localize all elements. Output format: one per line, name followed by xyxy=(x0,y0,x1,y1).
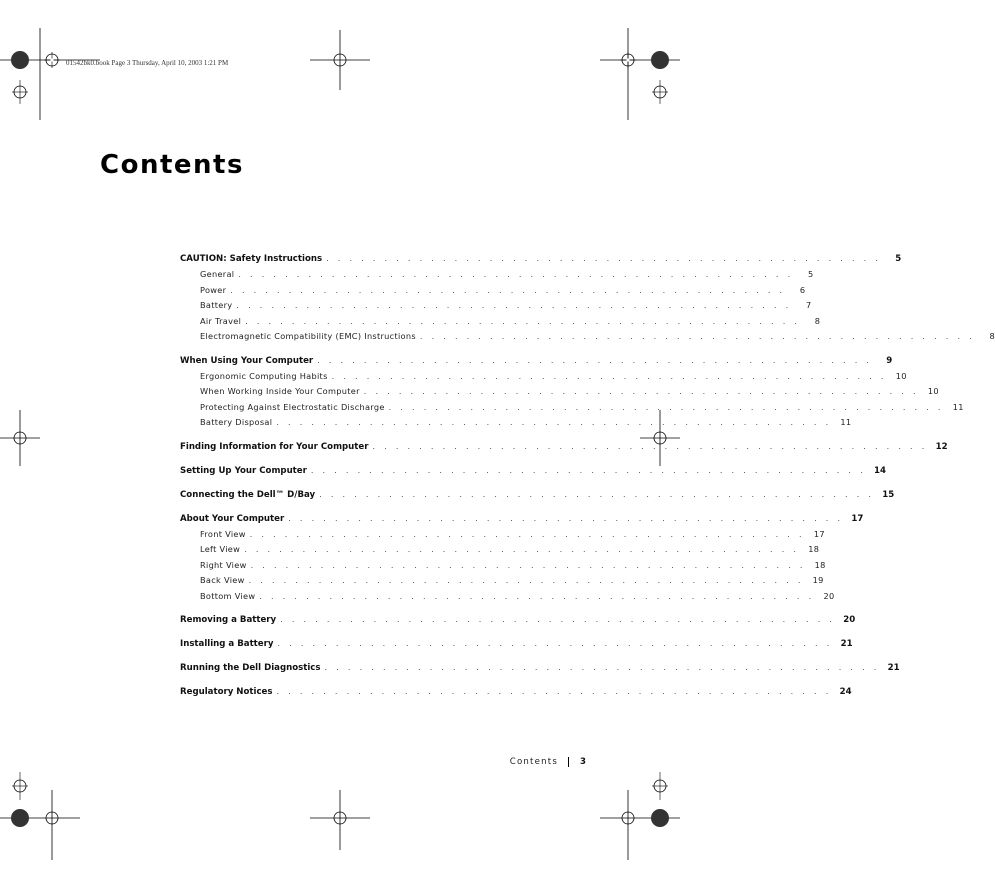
print-slug: 01542bk0.book Page 3 Thursday, April 10, 2003 1:21 PM xyxy=(66,59,229,67)
toc-subsection[interactable] xyxy=(180,384,939,400)
dot-leader: . . . . . . . . . . . . . . . . . . . . . . . . . . . . . . . . . . . . . . . . . . . . . . . . xyxy=(236,301,792,310)
toc-entry-label: Left View xyxy=(200,544,241,554)
dot-leader: . . . . . . . . . . . . . . . . . . . . . . . . . . . . . . . . . . . . . . . . . . . . . . . . xyxy=(388,402,944,412)
toc-subsection[interactable] xyxy=(180,329,995,345)
toc-section[interactable] xyxy=(180,511,864,527)
toc-entry-page: 11 xyxy=(840,417,852,427)
toc-entry-page: 21 xyxy=(840,639,853,649)
toc-subsection[interactable] xyxy=(180,542,820,558)
toc-entry-label: Regulatory Notices xyxy=(180,687,273,697)
toc-entry-page: 21 xyxy=(887,663,900,673)
toc-entry-page: 15 xyxy=(882,489,895,500)
toc-entry-label: Setting Up Your Computer xyxy=(180,465,307,476)
toc-entry-page: 19 xyxy=(812,575,824,585)
toc-section[interactable] xyxy=(180,612,856,628)
dot-leader: . . . . . . . . . . . . . . . . . . . . . . . . . . . . . . . . . . . . . . . . . . . . . . . . xyxy=(245,316,801,326)
toc-subsection[interactable] xyxy=(180,527,825,543)
footer-label: Contents xyxy=(509,757,559,767)
toc-entry-page: 17 xyxy=(813,528,825,539)
dot-leader: . . . . . . . . . . . . . . . . . . . . . . . . . . . . . . . . . . . . . . . . . . . . . . . . xyxy=(259,591,815,601)
toc-subsection[interactable] xyxy=(180,400,964,416)
table-of-contents xyxy=(180,251,995,700)
toc-entry-page: 6 xyxy=(799,284,806,295)
footer-divider xyxy=(568,757,569,767)
toc-entry-page: 7 xyxy=(805,300,812,310)
toc-entry-page: 5 xyxy=(895,254,902,264)
dot-leader: . . . . . . . . . . . . . . . . . . . . . . . . . . . . . . . . . . . . . . . . . . . . . . . . xyxy=(317,355,873,365)
dot-leader: . . . . . . . . . . . . . . . . . . . . . . . . . . . . . . . . . . . . . . . . . . . . . . . . xyxy=(419,332,976,341)
toc-entry-page: 8 xyxy=(989,331,995,341)
toc-entry-label: Connecting the Dell™ D/Bay xyxy=(180,489,316,500)
toc-entry-label: About Your Computer xyxy=(180,513,285,524)
toc-entry-page: 8 xyxy=(814,315,821,326)
footer-page-number: 3 xyxy=(580,757,586,767)
toc-entry-page: 5 xyxy=(807,269,814,279)
toc-section[interactable] xyxy=(180,487,895,503)
toc-entry-page: 11 xyxy=(952,401,964,412)
dot-leader: . . . . . . . . . . . . . . . . . . . . . . . . . . . . . . . . . . . . . . . . . . . . . . . . xyxy=(372,441,928,451)
toc-entry-label: CAUTION: Safety Instructions xyxy=(180,254,323,264)
dot-leader: . . . . . . . . . . . . . . . . . . . . . . . . . . . . . . . . . . . . . . . . . . . . . . . . xyxy=(248,576,804,585)
toc-entry-label: Running the Dell Diagnostics xyxy=(180,663,321,673)
toc-entry-page: 24 xyxy=(839,687,852,697)
toc-entry-label: When Using Your Computer xyxy=(180,355,314,366)
toc-entry-page: 18 xyxy=(808,544,820,554)
page-footer xyxy=(510,757,586,767)
dot-leader: . . . . . . . . . . . . . . . . . . . . . . . . . . . . . . . . . . . . . . . . . . . . . . . . xyxy=(250,560,806,570)
toc-section[interactable] xyxy=(180,439,948,455)
dot-leader: . . . . . . . . . . . . . . . . . . . . . . . . . . . . . . . . . . . . . . . . . . . . . . . . xyxy=(319,489,875,499)
toc-entry-page: 12 xyxy=(935,441,948,452)
dot-leader: . . . . . . . . . . . . . . . . . . . . . . . . . . . . . . . . . . . . . . . . . . . . . . . . xyxy=(249,529,805,539)
toc-section[interactable] xyxy=(180,636,853,652)
toc-entry-page: 20 xyxy=(843,615,856,625)
toc-entry-label: Electromagnetic Compatibility (EMC) Instructions xyxy=(200,331,416,341)
toc-entry-label: Ergonomic Computing Habits xyxy=(200,370,328,381)
toc-section[interactable] xyxy=(180,463,886,479)
toc-entry-label: Back View xyxy=(200,575,245,585)
toc-section[interactable] xyxy=(180,660,900,676)
toc-entry-page: 18 xyxy=(814,559,826,570)
toc-subsection[interactable] xyxy=(180,369,907,385)
toc-entry-page: 17 xyxy=(851,513,864,524)
dot-leader: . . . . . . . . . . . . . . . . . . . . . . . . . . . . . . . . . . . . . . . . . . . . . . . . xyxy=(276,418,832,427)
toc-entry-page: 20 xyxy=(823,590,835,601)
toc-entry-page: 14 xyxy=(873,465,886,476)
toc-subsection[interactable] xyxy=(180,415,852,431)
toc-section[interactable] xyxy=(180,684,852,700)
dot-leader: . . . . . . . . . . . . . . . . . . . . . . . . . . . . . . . . . . . . . . . . . . . . . . . . xyxy=(244,545,800,554)
toc-entry-label: Installing a Battery xyxy=(180,639,274,649)
dot-leader: . . . . . . . . . . . . . . . . . . . . . . . . . . . . . . . . . . . . . . . . . . . . . . . . xyxy=(280,615,836,624)
toc-entry-page: 10 xyxy=(895,370,907,381)
toc-entry-label: Power xyxy=(200,284,227,295)
page-title: Contents xyxy=(100,150,244,180)
dot-leader: . . . . . . . . . . . . . . . . . . . . . . . . . . . . . . . . . . . . . . . . . . . . . . . . xyxy=(238,270,794,279)
dot-leader: . . . . . . . . . . . . . . . . . . . . . . . . . . . . . . . . . . . . . . . . . . . . . . . . xyxy=(310,465,866,475)
dot-leader: . . . . . . . . . . . . . . . . . . . . . . . . . . . . . . . . . . . . . . . . . . . . . . . . xyxy=(326,254,882,263)
toc-entry-label: Front View xyxy=(200,528,246,539)
toc-entry-label: Battery Disposal xyxy=(200,417,273,427)
toc-subsection[interactable] xyxy=(180,558,826,574)
toc-subsection[interactable] xyxy=(180,298,812,314)
toc-subsection[interactable] xyxy=(180,283,806,299)
toc-entry-label: Air Travel xyxy=(200,315,242,326)
toc-entry-label: Right View xyxy=(200,559,247,570)
dot-leader: . . . . . . . . . . . . . . . . . . . . . . . . . . . . . . . . . . . . . . . . . . . . . . . . xyxy=(324,663,880,672)
toc-entry-label: Removing a Battery xyxy=(180,615,277,625)
toc-entry-label: When Working Inside Your Computer xyxy=(200,386,360,396)
toc-subsection[interactable] xyxy=(180,589,835,605)
dot-leader: . . . . . . . . . . . . . . . . . . . . . . . . . . . . . . . . . . . . . . . . . . . . . . . . xyxy=(276,687,832,696)
toc-section[interactable] xyxy=(180,353,893,369)
toc-entry-label: Finding Information for Your Computer xyxy=(180,441,369,452)
toc-entry-page: 9 xyxy=(886,355,893,366)
dot-leader: . . . . . . . . . . . . . . . . . . . . . . . . . . . . . . . . . . . . . . . . . . . . . . . . xyxy=(331,371,887,381)
toc-entry-label: Bottom View xyxy=(200,590,256,601)
dot-leader: . . . . . . . . . . . . . . . . . . . . . . . . . . . . . . . . . . . . . . . . . . . . . . . . xyxy=(363,387,919,396)
toc-entry-label: Battery xyxy=(200,300,233,310)
dot-leader: . . . . . . . . . . . . . . . . . . . . . . . . . . . . . . . . . . . . . . . . . . . . . . . . xyxy=(230,285,786,295)
toc-entry-page: 10 xyxy=(927,386,939,396)
toc-subsection[interactable] xyxy=(180,573,824,589)
toc-entry-label: Protecting Against Electrostatic Discharge xyxy=(200,401,385,412)
toc-subsection[interactable] xyxy=(180,267,814,283)
toc-entry-label: General xyxy=(200,269,235,279)
toc-section[interactable] xyxy=(180,251,902,267)
dot-leader: . . . . . . . . . . . . . . . . . . . . . . . . . . . . . . . . . . . . . . . . . . . . . . . . xyxy=(277,639,833,648)
dot-leader: . . . . . . . . . . . . . . . . . . . . . . . . . . . . . . . . . . . . . . . . . . . . . . . . xyxy=(288,513,844,523)
toc-subsection[interactable] xyxy=(180,314,821,330)
